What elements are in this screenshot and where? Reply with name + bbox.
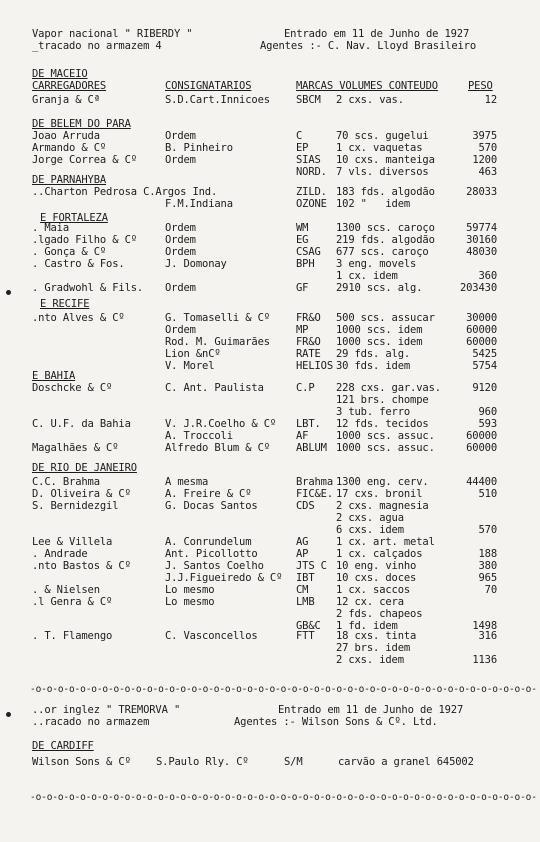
marks-cell: JTS C bbox=[296, 560, 327, 572]
consignee-cell: Lo mesmo bbox=[165, 584, 215, 596]
consignee-cell: Ordem bbox=[165, 282, 196, 294]
shipper-cell: . Maia bbox=[32, 222, 70, 234]
weight-cell: 60000 bbox=[466, 430, 497, 442]
weight-cell: 5425 bbox=[472, 348, 497, 360]
section-heading: DE MACEIO bbox=[32, 68, 88, 80]
shipper-cell: . Andrade bbox=[32, 548, 88, 560]
contents-cell: 219 fds. algodão bbox=[336, 234, 435, 246]
consignee-cell: J. Domonay bbox=[165, 258, 227, 270]
marks-cell: C bbox=[296, 130, 303, 142]
weight-cell: 203430 bbox=[459, 282, 497, 294]
marks-cell: IBT bbox=[296, 572, 315, 584]
weight-cell: 965 bbox=[478, 572, 497, 584]
shipper-cell: . T. Flamengo bbox=[32, 630, 113, 642]
marks-cell: FIC&E. bbox=[296, 488, 334, 500]
contents-cell: 18 cxs. tinta bbox=[336, 630, 417, 642]
shipper-cell: Wilson Sons & Cº bbox=[32, 756, 131, 768]
weight-cell: 316 bbox=[478, 630, 497, 642]
section-heading: E FORTALEZA bbox=[40, 212, 108, 224]
marks-cell: EP bbox=[296, 142, 309, 154]
contents-cell: 2 cxs. vas. bbox=[336, 94, 404, 106]
shipper-cell: Magalhães & Cº bbox=[32, 442, 119, 454]
weight-cell: 3975 bbox=[472, 130, 497, 142]
column-heading-consignees: CONSIGNATARIOS bbox=[165, 80, 252, 92]
consignee-cell: Ordem bbox=[165, 154, 196, 166]
marks-cell: LMB bbox=[296, 596, 315, 608]
weight-cell: 12 bbox=[484, 94, 497, 106]
consignee-cell: Rod. M. Guimarães bbox=[165, 336, 270, 348]
shipper-cell: ..Charton Pedrosa C.Argos Ind. bbox=[32, 186, 218, 198]
marks-cell: BPH bbox=[296, 258, 315, 270]
contents-cell: 29 fds. alg. bbox=[336, 348, 411, 360]
marks-cell: LBT. bbox=[296, 418, 321, 430]
marks-cell: GB&C bbox=[296, 620, 321, 632]
consignee-cell: Lion &nCº bbox=[165, 348, 221, 360]
marks-cell: NORD. bbox=[296, 166, 327, 178]
contents-cell: 1000 scs. assuc. bbox=[336, 442, 435, 454]
contents-cell: 1 cx. art. metal bbox=[336, 536, 435, 548]
weight-cell: 70 bbox=[484, 584, 497, 596]
consignee-cell: V. Morel bbox=[165, 360, 215, 372]
weight-cell: 9120 bbox=[472, 382, 497, 394]
section-heading: DE RIO DE JANEIRO bbox=[32, 462, 137, 474]
marks-cell: EG bbox=[296, 234, 309, 246]
weight-cell: 30160 bbox=[466, 234, 497, 246]
consignee-cell: Ordem bbox=[165, 222, 196, 234]
shipper-cell: Armando & Cº bbox=[32, 142, 107, 154]
consignee-cell: C. Vasconcellos bbox=[165, 630, 258, 642]
shipper-cell: C. U.F. da Bahia bbox=[32, 418, 131, 430]
contents-cell: 1 fd. idem bbox=[336, 620, 398, 632]
shipper-cell: Granja & Cª bbox=[32, 94, 100, 106]
marks-cell: CDS bbox=[296, 500, 315, 512]
shipper-cell: .l Genra & Cº bbox=[32, 596, 113, 608]
contents-cell: 27 brs. idem bbox=[336, 642, 411, 654]
column-heading-contents: MARCAS VOLUMES CONTEUDO bbox=[296, 80, 438, 92]
contents-cell: 228 cxs. gar.vas. bbox=[336, 382, 441, 394]
weight-cell: 48030 bbox=[466, 246, 497, 258]
section-heading: DE PARNAHYBA bbox=[32, 174, 107, 186]
weight-cell: 360 bbox=[478, 270, 497, 282]
punch-hole-mark bbox=[6, 712, 11, 717]
separator-line: -o-o-o-o-o-o-o-o-o-o-o-o-o-o-o-o-o-o-o-o-o-o-o-o-o-o-o-o-o-o-o-o-o-o-o-o-o-o-o-o-o-o-o-o-o- bbox=[30, 792, 537, 803]
marks-cell: FR&O bbox=[296, 312, 321, 324]
consignee-cell: Ordem bbox=[165, 130, 196, 142]
section-heading: DE CARDIFF bbox=[32, 740, 94, 752]
contents-cell: 70 scs. gugelui bbox=[336, 130, 429, 142]
marks-cell: OZONE bbox=[296, 198, 327, 210]
contents-cell: 1300 scs. caroço bbox=[336, 222, 435, 234]
contents-cell: 12 cx. cera bbox=[336, 596, 404, 608]
contents-cell: 6 cxs. idem bbox=[336, 524, 404, 536]
consignee-cell: G. Tomaselli & Cº bbox=[165, 312, 270, 324]
weight-cell: 570 bbox=[478, 524, 497, 536]
ship-name: Vapor nacional " RIBERDY " bbox=[32, 28, 193, 40]
contents-cell: 677 scs. caroço bbox=[336, 246, 429, 258]
arrival-date: Entrado em 11 de Junho de 1927 bbox=[284, 28, 470, 40]
weight-cell: 188 bbox=[478, 548, 497, 560]
consignee-cell: Ordem bbox=[165, 246, 196, 258]
weight-cell: 60000 bbox=[466, 442, 497, 454]
consignee-cell: V. J.R.Coelho & Cº bbox=[165, 418, 277, 430]
contents-cell: 1 cx. calçados bbox=[336, 548, 423, 560]
shipper-cell: S. Bernidezgil bbox=[32, 500, 119, 512]
consignee-cell: J. Santos Coelho bbox=[165, 560, 264, 572]
marks-cell: SIAS bbox=[296, 154, 321, 166]
shipper-cell: C.C. Brahma bbox=[32, 476, 100, 488]
contents-cell: 1 cx. saccos bbox=[336, 584, 411, 596]
marks-cell: GF bbox=[296, 282, 309, 294]
shipper-cell: . Castro & Fos. bbox=[32, 258, 125, 270]
contents-cell: 1 cx. idem bbox=[336, 270, 398, 282]
contents-cell: 500 scs. assucar bbox=[336, 312, 435, 324]
contents-cell: 1000 scs. idem bbox=[336, 336, 423, 348]
weight-cell: 30000 bbox=[466, 312, 497, 324]
shipper-cell: .nto Bastos & Cº bbox=[32, 560, 131, 572]
weight-cell: 44400 bbox=[466, 476, 497, 488]
marks-cell: ABLUM bbox=[296, 442, 327, 454]
shipper-cell: . Gradwohl & Fils. bbox=[32, 282, 144, 294]
ship-name: ..or inglez " TREMORVA " bbox=[32, 704, 181, 716]
contents-cell: carvão a granel 645002 bbox=[338, 756, 474, 768]
weight-cell: 510 bbox=[478, 488, 497, 500]
consignee-cell: Lo mesmo bbox=[165, 596, 215, 608]
marks-cell: SBCM bbox=[296, 94, 321, 106]
column-heading-weight: PESO bbox=[468, 80, 493, 92]
contents-cell: 30 fds. idem bbox=[336, 360, 411, 372]
consignee-cell: Ordem bbox=[165, 324, 196, 336]
marks-cell: FR&O bbox=[296, 336, 321, 348]
contents-cell: 2 cxs. agua bbox=[336, 512, 404, 524]
weight-cell: 60000 bbox=[466, 336, 497, 348]
weight-cell: 1136 bbox=[472, 654, 497, 666]
weight-cell: 1200 bbox=[472, 154, 497, 166]
consignee-cell: B. Pinheiro bbox=[165, 142, 233, 154]
marks-cell: MP bbox=[296, 324, 309, 336]
punch-hole-mark bbox=[6, 290, 11, 295]
shipper-cell: Jorge Correa & Cº bbox=[32, 154, 137, 166]
consignee-cell: A. Conrundelum bbox=[165, 536, 252, 548]
contents-cell: 183 fds. algodão bbox=[336, 186, 435, 198]
consignee-cell: S.Paulo Rly. Cº bbox=[156, 756, 249, 768]
agents: Agentes :- C. Nav. Lloyd Brasileiro bbox=[260, 40, 477, 52]
marks-cell: C.P bbox=[296, 382, 315, 394]
contents-cell: 2 cxs. idem bbox=[336, 654, 404, 666]
consignee-cell: A mesma bbox=[165, 476, 209, 488]
marks-cell: AG bbox=[296, 536, 309, 548]
contents-cell: 10 eng. vinho bbox=[336, 560, 417, 572]
consignee-cell: F.M.Indiana bbox=[165, 198, 233, 210]
arrival-date: Entrado em 11 de Junho de 1927 bbox=[278, 704, 464, 716]
contents-cell: 17 cxs. bronil bbox=[336, 488, 423, 500]
contents-cell: 3 eng. movels bbox=[336, 258, 417, 270]
contents-cell: 3 tub. ferro bbox=[336, 406, 411, 418]
contents-cell: 1300 eng. cerv. bbox=[336, 476, 429, 488]
contents-cell: 7 vls. diversos bbox=[336, 166, 429, 178]
weight-cell: 1498 bbox=[472, 620, 497, 632]
section-heading: E RECIFE bbox=[40, 298, 90, 310]
separator-line: -o-o-o-o-o-o-o-o-o-o-o-o-o-o-o-o-o-o-o-o-o-o-o-o-o-o-o-o-o-o-o-o-o-o-o-o-o-o-o-o-o-o-o-o-o- bbox=[30, 684, 537, 695]
contents-cell: 2 cxs. magnesia bbox=[336, 500, 429, 512]
marks-cell: HELIOS bbox=[296, 360, 334, 372]
docked-warehouse: ..racado no armazem bbox=[32, 716, 150, 728]
contents-cell: 10 cxs. doces bbox=[336, 572, 417, 584]
contents-cell: 1000 scs. idem bbox=[336, 324, 423, 336]
shipper-cell: .nto Alves & Cº bbox=[32, 312, 125, 324]
weight-cell: 960 bbox=[478, 406, 497, 418]
marks-cell: CSAG bbox=[296, 246, 321, 258]
column-heading-shippers: CARREGADORES bbox=[32, 80, 107, 92]
consignee-cell: S.D.Cart.Innicoes bbox=[165, 94, 270, 106]
contents-cell: 2 fds. chapeos bbox=[336, 608, 423, 620]
contents-cell: 2910 scs. alg. bbox=[336, 282, 423, 294]
contents-cell: 102 " idem bbox=[336, 198, 411, 210]
contents-cell: 121 brs. chompe bbox=[336, 394, 429, 406]
consignee-cell: A. Troccoli bbox=[165, 430, 233, 442]
weight-cell: 380 bbox=[478, 560, 497, 572]
consignee-cell: C. Ant. Paulista bbox=[165, 382, 264, 394]
weight-cell: 59774 bbox=[466, 222, 497, 234]
shipper-cell: D. Oliveira & Cº bbox=[32, 488, 131, 500]
shipper-cell: Doschcke & Cº bbox=[32, 382, 113, 394]
contents-cell: 1000 scs. assuc. bbox=[336, 430, 435, 442]
consignee-cell: J.J.Figueiredo & Cº bbox=[165, 572, 283, 584]
consignee-cell: Ordem bbox=[165, 234, 196, 246]
agents: Agentes :- Wilson Sons & Cº. Ltd. bbox=[234, 716, 438, 728]
contents-cell: 12 fds. tecidos bbox=[336, 418, 429, 430]
docked-warehouse: _tracado no armazem 4 bbox=[32, 40, 162, 52]
shipper-cell: . & Nielsen bbox=[32, 584, 100, 596]
consignee-cell: Alfredo Blum & Cº bbox=[165, 442, 270, 454]
marks-cell: AP bbox=[296, 548, 309, 560]
weight-cell: 463 bbox=[478, 166, 497, 178]
marks-cell: CM bbox=[296, 584, 309, 596]
weight-cell: 60000 bbox=[466, 324, 497, 336]
weight-cell: 593 bbox=[478, 418, 497, 430]
shipper-cell: . Gonça & Cº bbox=[32, 246, 107, 258]
weight-cell: 570 bbox=[478, 142, 497, 154]
consignee-cell: A. Freire & Cº bbox=[165, 488, 252, 500]
marks-cell: ZILD. bbox=[296, 186, 327, 198]
marks-cell: WM bbox=[296, 222, 309, 234]
section-heading: DE BELEM DO PARA bbox=[32, 118, 131, 130]
consignee-cell: G. Docas Santos bbox=[165, 500, 258, 512]
section-heading: E BAHIA bbox=[32, 370, 76, 382]
weight-cell: 5754 bbox=[472, 360, 497, 372]
marks-cell: RATE bbox=[296, 348, 321, 360]
consignee-cell: Ant. Picollotto bbox=[165, 548, 258, 560]
contents-cell: 1 cx. vaquetas bbox=[336, 142, 423, 154]
contents-cell: 10 cxs. manteiga bbox=[336, 154, 435, 166]
marks-cell: FTT bbox=[296, 630, 315, 642]
marks-cell: S/M bbox=[284, 756, 303, 768]
shipper-cell: Lee & Villela bbox=[32, 536, 113, 548]
shipper-cell: .lgado Filho & Cº bbox=[32, 234, 137, 246]
weight-cell: 28033 bbox=[466, 186, 497, 198]
marks-cell: AF bbox=[296, 430, 309, 442]
marks-cell: Brahma bbox=[296, 476, 334, 488]
shipper-cell: Joao Arruda bbox=[32, 130, 100, 142]
